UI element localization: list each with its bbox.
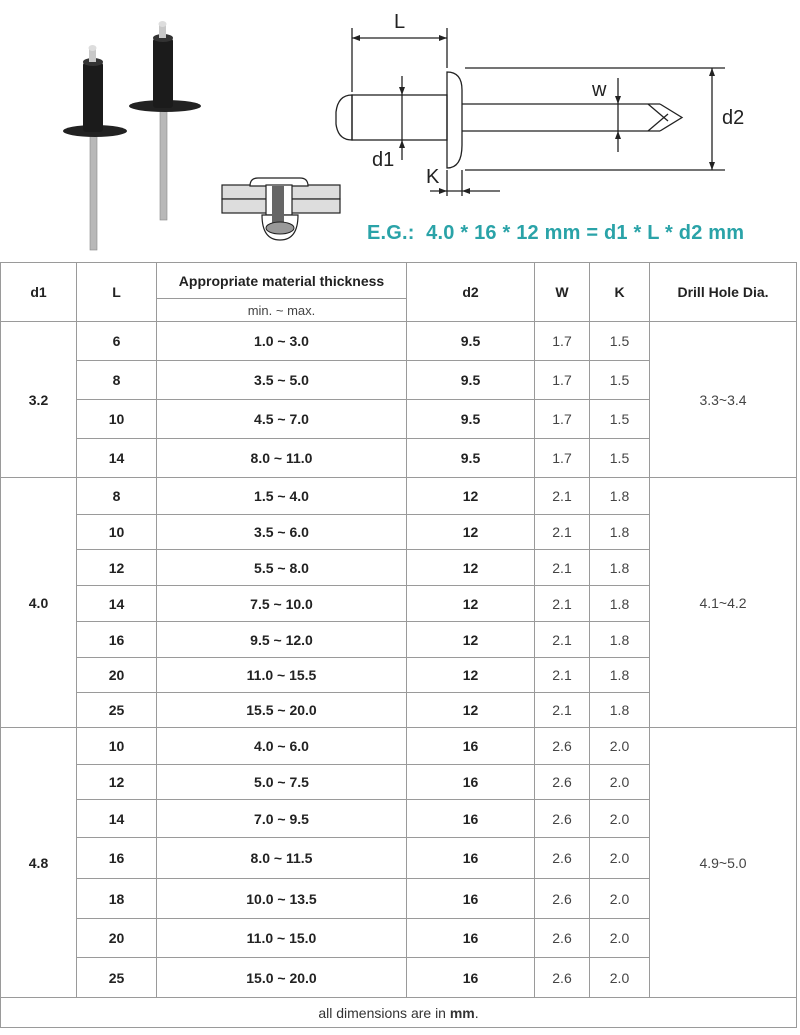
cell-W: 2.6 xyxy=(535,765,590,800)
cell-d1: 4.8 xyxy=(1,728,77,998)
cell-L: 16 xyxy=(77,622,157,658)
cell-W: 2.1 xyxy=(535,478,590,515)
cell-K: 2.0 xyxy=(590,958,650,998)
header-L: L xyxy=(77,263,157,322)
header-d2: d2 xyxy=(407,263,535,322)
table-footnote xyxy=(1,998,797,1028)
cell-d2: 12 xyxy=(407,693,535,728)
dim-label-w: w xyxy=(592,79,607,101)
cell-d2: 16 xyxy=(407,958,535,998)
header-material-subtitle: min. ~ max. xyxy=(157,299,407,322)
rivet-technical-drawing xyxy=(336,11,744,196)
cell-thickness: 11.0 ~ 15.0 xyxy=(157,919,407,958)
rivet-photo-right xyxy=(129,21,201,220)
cell-thickness: 5.5 ~ 8.0 xyxy=(157,550,407,586)
cell-thickness: 3.5 ~ 5.0 xyxy=(157,361,407,400)
cell-L: 10 xyxy=(77,400,157,439)
cell-K: 2.0 xyxy=(590,919,650,958)
cell-K: 1.8 xyxy=(590,515,650,550)
cell-W: 2.6 xyxy=(535,958,590,998)
cell-d2: 9.5 xyxy=(407,439,535,478)
cell-W: 2.6 xyxy=(535,919,590,958)
cell-thickness: 4.5 ~ 7.0 xyxy=(157,400,407,439)
cell-thickness: 4.0 ~ 6.0 xyxy=(157,728,407,765)
dim-label-d1: d1 xyxy=(372,149,395,171)
product-header xyxy=(0,0,800,262)
cell-K: 1.8 xyxy=(590,622,650,658)
cell-d2: 16 xyxy=(407,879,535,919)
footnote-prefix: all dimensions are in xyxy=(318,1004,450,1021)
cell-K: 1.5 xyxy=(590,361,650,400)
header-K: K xyxy=(590,263,650,322)
cell-W: 2.1 xyxy=(535,693,590,728)
cell-W: 1.7 xyxy=(535,361,590,400)
dim-label-L: L xyxy=(394,11,406,33)
cell-L: 10 xyxy=(77,515,157,550)
header-W: W xyxy=(535,263,590,322)
example-formula: E.G.: 4.0 * 16 * 12 mm = d1 * L * d2 mm xyxy=(367,222,745,244)
cell-d2: 12 xyxy=(407,550,535,586)
cell-drill-hole: 4.1~4.2 xyxy=(650,478,797,728)
cell-L: 14 xyxy=(77,800,157,838)
header-material-thickness: Appropriate material thickness xyxy=(157,263,407,299)
cell-K: 2.0 xyxy=(590,879,650,919)
cell-thickness: 15.0 ~ 20.0 xyxy=(157,958,407,998)
cell-L: 14 xyxy=(77,586,157,622)
footnote-unit: mm xyxy=(449,1004,475,1021)
cell-W: 2.1 xyxy=(535,550,590,586)
cell-L: 16 xyxy=(77,838,157,879)
cell-thickness: 9.5 ~ 12.0 xyxy=(157,622,407,658)
cell-thickness: 5.0 ~ 7.5 xyxy=(157,765,407,800)
cell-d2: 9.5 xyxy=(407,400,535,439)
cell-thickness: 7.0 ~ 9.5 xyxy=(157,800,407,838)
cell-d2: 16 xyxy=(407,728,535,765)
cell-W: 2.6 xyxy=(535,838,590,879)
cell-thickness: 11.0 ~ 15.5 xyxy=(157,658,407,693)
cell-L: 25 xyxy=(77,693,157,728)
cell-L: 10 xyxy=(77,728,157,765)
cell-W: 2.1 xyxy=(535,586,590,622)
cell-L: 20 xyxy=(77,658,157,693)
cell-thickness: 7.5 ~ 10.0 xyxy=(157,586,407,622)
cell-d2: 16 xyxy=(407,800,535,838)
footnote-suffix: . xyxy=(474,1004,479,1021)
cell-W: 2.6 xyxy=(535,800,590,838)
cell-d2: 16 xyxy=(407,919,535,958)
cell-K: 1.5 xyxy=(590,439,650,478)
cell-K: 1.8 xyxy=(590,550,650,586)
cell-d2: 12 xyxy=(407,478,535,515)
cell-drill-hole: 3.3~3.4 xyxy=(650,322,797,478)
cell-K: 1.8 xyxy=(590,658,650,693)
cell-thickness: 8.0 ~ 11.0 xyxy=(157,439,407,478)
cell-d2: 9.5 xyxy=(407,361,535,400)
cell-thickness: 1.5 ~ 4.0 xyxy=(157,478,407,515)
cell-W: 1.7 xyxy=(535,439,590,478)
cell-thickness: 8.0 ~ 11.5 xyxy=(157,838,407,879)
cell-K: 2.0 xyxy=(590,800,650,838)
cell-L: 20 xyxy=(77,919,157,958)
cell-drill-hole: 4.9~5.0 xyxy=(650,728,797,998)
cell-d2: 16 xyxy=(407,765,535,800)
cell-thickness: 1.0 ~ 3.0 xyxy=(157,322,407,361)
cell-d2: 12 xyxy=(407,622,535,658)
cell-L: 6 xyxy=(77,322,157,361)
table-header xyxy=(1,263,797,322)
cell-W: 2.1 xyxy=(535,515,590,550)
header-drill-hole: Drill Hole Dia. xyxy=(650,263,797,322)
cell-K: 2.0 xyxy=(590,838,650,879)
table-row xyxy=(1,478,797,515)
cell-L: 12 xyxy=(77,550,157,586)
specification-table xyxy=(0,262,797,1028)
cell-d2: 12 xyxy=(407,586,535,622)
cell-K: 1.8 xyxy=(590,586,650,622)
cell-d1: 4.0 xyxy=(1,478,77,728)
cell-L: 8 xyxy=(77,478,157,515)
cell-K: 2.0 xyxy=(590,728,650,765)
cell-L: 14 xyxy=(77,439,157,478)
cell-d2: 9.5 xyxy=(407,322,535,361)
cell-W: 1.7 xyxy=(535,400,590,439)
cell-d2: 16 xyxy=(407,838,535,879)
cell-K: 1.5 xyxy=(590,322,650,361)
table-row xyxy=(1,728,797,765)
table-body xyxy=(1,322,797,998)
cell-L: 8 xyxy=(77,361,157,400)
rivet-photo-left xyxy=(63,45,127,250)
cell-thickness: 3.5 ~ 6.0 xyxy=(157,515,407,550)
cell-thickness: 10.0 ~ 13.5 xyxy=(157,879,407,919)
dim-label-K: K xyxy=(426,166,440,188)
cell-d2: 12 xyxy=(407,515,535,550)
cell-K: 1.8 xyxy=(590,478,650,515)
cell-W: 1.7 xyxy=(535,322,590,361)
cell-thickness: 15.5 ~ 20.0 xyxy=(157,693,407,728)
cell-W: 2.1 xyxy=(535,622,590,658)
cell-W: 2.1 xyxy=(535,658,590,693)
installed-rivet-section xyxy=(222,178,340,240)
dim-label-d2: d2 xyxy=(722,107,745,129)
cell-W: 2.6 xyxy=(535,879,590,919)
cell-L: 18 xyxy=(77,879,157,919)
cell-L: 12 xyxy=(77,765,157,800)
header-d1: d1 xyxy=(1,263,77,322)
cell-d1: 3.2 xyxy=(1,322,77,478)
cell-K: 1.5 xyxy=(590,400,650,439)
cell-K: 1.8 xyxy=(590,693,650,728)
cell-d2: 12 xyxy=(407,658,535,693)
cell-K: 2.0 xyxy=(590,765,650,800)
table-row xyxy=(1,322,797,361)
cell-W: 2.6 xyxy=(535,728,590,765)
cell-L: 25 xyxy=(77,958,157,998)
